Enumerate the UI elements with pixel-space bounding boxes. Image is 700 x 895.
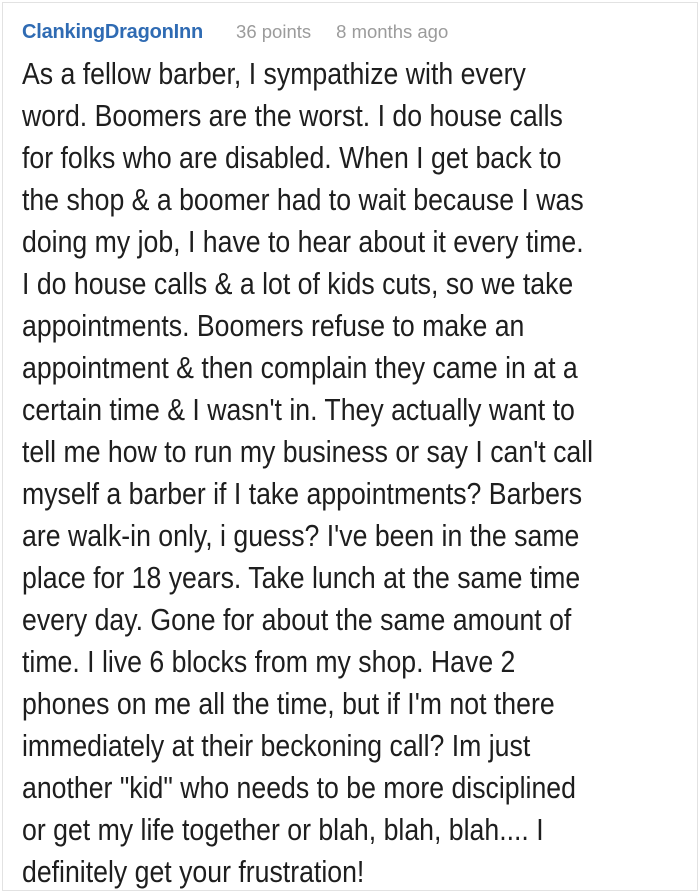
comment-author[interactable]: ClankingDragonInn xyxy=(22,21,204,43)
comment-header xyxy=(22,18,681,46)
comment-body-line: every day. Gone for about the same amount of xyxy=(22,602,572,637)
comment-body xyxy=(22,53,700,893)
comment-body-line: definitely get your frustration! xyxy=(22,854,365,889)
comment-body-line: time. I live 6 blocks from my shop. Have 2 xyxy=(22,644,516,679)
comment-body-line: immediately at their beckoning call? Im just xyxy=(22,728,531,763)
comment-body-line: appointment & then complain they came in at a xyxy=(22,350,578,385)
comment-body-line: the shop & a boomer had to wait because I was xyxy=(22,182,584,217)
comment-body-line: word. Boomers are the worst. I do house calls xyxy=(22,98,563,133)
comment-card xyxy=(2,2,698,891)
comment-body-line: I do house calls & a lot of kids cuts, so we take xyxy=(22,266,574,301)
comment-body-line: appointments. Boomers refuse to make an xyxy=(22,308,525,343)
comment-body-line: for folks who are disabled. When I get back to xyxy=(22,140,562,175)
comment-body-line: phones on me all the time, but if I'm not there xyxy=(22,686,555,721)
comment-body-line: or get my life together or blah, blah, blah.... I xyxy=(22,812,544,847)
comment-body-line: certain time & I wasn't in. They actually want to xyxy=(22,392,575,427)
comment-timestamp: 8 months ago xyxy=(336,21,449,42)
comment-body-line: As a fellow barber, I sympathize with every xyxy=(22,56,526,91)
comment-body-line: doing my job, I have to hear about it every time. xyxy=(22,224,584,259)
comment-body-line: place for 18 years. Take lunch at the same time xyxy=(22,560,581,595)
comment-points: 36 points xyxy=(236,21,312,42)
comment-body-line: myself a barber if I take appointments? Barbers xyxy=(22,476,583,511)
comment-body-line: are walk-in only, i guess? I've been in the same xyxy=(22,518,580,553)
comment-body-line: tell me how to run my business or say I can't call xyxy=(22,434,594,469)
comment-body-line: another "kid" who needs to be more disciplined xyxy=(22,770,576,805)
